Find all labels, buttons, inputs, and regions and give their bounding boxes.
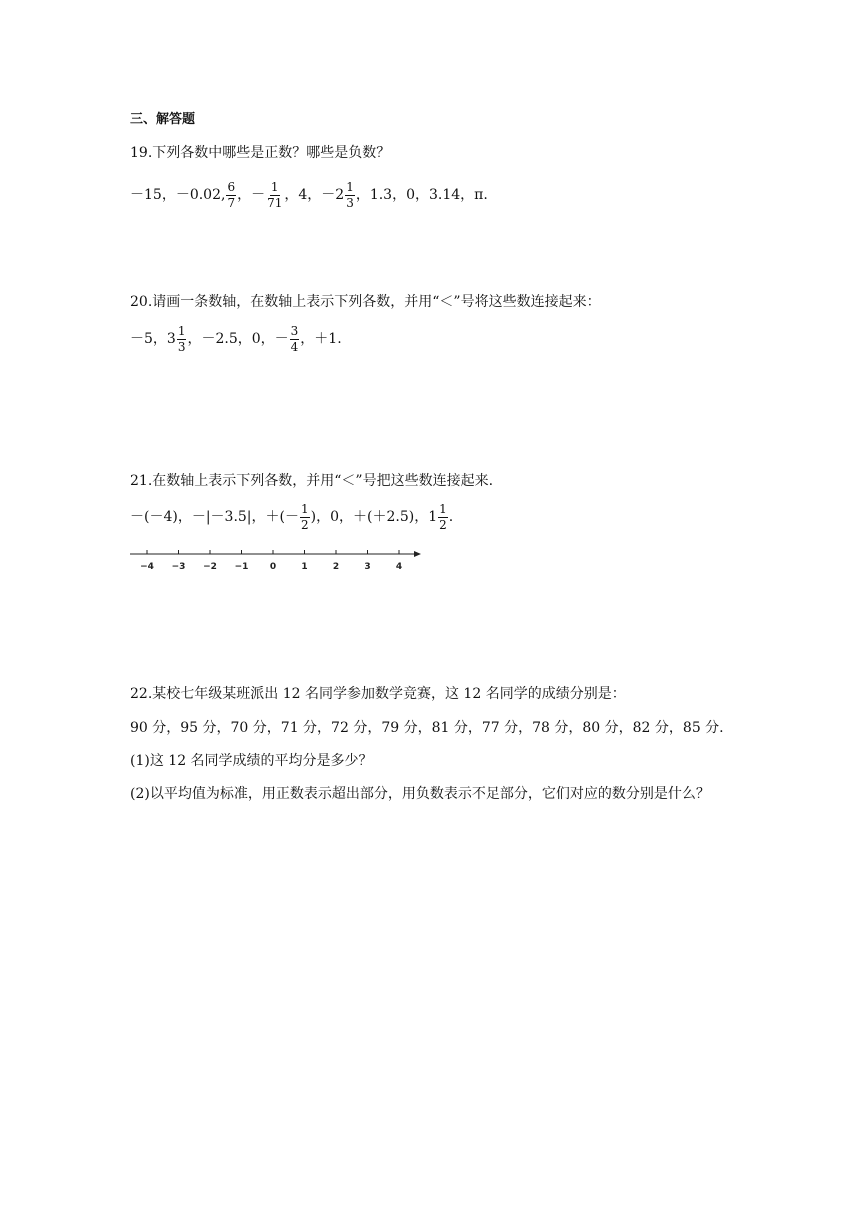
q19-text-3: ，4，－2 [284,187,345,203]
q20-text-1: －5，3 [130,331,176,347]
q20-numbers [130,316,342,362]
section-title: 三、解答题 [130,112,196,127]
number-line-tick-label: −1 [234,562,249,572]
q21-numbers [130,494,453,540]
q20-stem: 20.请画一条数轴，在数轴上表示下列各数，并用“＜”号将这些数连接起来： [130,294,601,310]
q20-fraction-2 [290,324,300,355]
q19-fraction-3-den: 3 [346,195,354,210]
number-line-tick-label: 2 [332,562,340,572]
q21-fraction-2 [438,502,448,533]
q21-fraction-1 [300,502,310,533]
q19-fraction-1-num: 6 [227,179,236,194]
q21-text-1: －(－4)，－|－3.5|，＋(－ [130,509,299,525]
q19-fraction-3-num: 1 [346,179,354,194]
number-line-tick-label: 4 [395,562,403,572]
number-line-tick-label: 0 [269,562,277,572]
number-line-arrow-icon [414,551,421,557]
number-line [130,547,430,575]
q22-scores: 90 分，95 分，70 分，71 分，72 分，79 分，81 分，77 分，78 分，80 分，82 分，85 分. [130,720,724,736]
q20-fraction-2-num: 3 [290,323,299,338]
q19-text-4: ，1.3，0，3.14，π. [355,187,488,203]
q19-fraction-2 [266,180,283,211]
q22-subquestion-2: (2)以平均值为标准，用正数表示超出部分，用负数表示不足部分，它们对应的数分别是什么？ [130,786,710,802]
q19-stem: 19.下列各数中哪些是正数？哪些是负数？ [130,145,391,161]
number-line-tick-label: 1 [301,562,308,572]
q21-text-3: . [448,509,454,525]
q20-text-3: ，＋1. [300,331,342,347]
q20-fraction-1-den: 3 [177,339,186,354]
q19-fraction-1-den: 7 [227,195,236,210]
q21-text-2: )，0，＋(＋2.5)，1 [310,509,438,525]
q20-fraction-2-den: 4 [290,339,299,354]
q21-fraction-2-num: 1 [439,501,447,516]
q22-subquestion-1: (1)这 12 名同学成绩的平均分是多少？ [130,753,373,769]
number-line-tick-label: −4 [140,562,154,572]
q19-fraction-1 [226,180,236,211]
q21-fraction-1-num: 1 [301,501,309,516]
q21-fraction-2-den: 2 [439,517,447,532]
q19-fraction-2-den: 71 [267,195,283,210]
q20-text-2: ，－2.5，0，－ [187,331,289,347]
number-line-tick-label: −2 [203,562,217,572]
q20-fraction-1-num: 1 [177,323,186,338]
q19-fraction-3 [345,180,355,211]
q20-fraction-1 [177,324,187,355]
number-line-tick-label: 3 [364,562,371,572]
q19-text-1: －15，－0.02, [130,187,226,203]
q21-fraction-1-den: 2 [301,517,309,532]
q19-text-2: ，－ [237,187,266,203]
q19-numbers [130,172,488,218]
q21-stem: 21.在数轴上表示下列各数，并用“＜”号把这些数连接起来. [130,473,494,489]
q19-fraction-2-num: 1 [270,179,279,194]
q22-stem: 22.某校七年级某班派出 12 名同学参加数学竞赛，这 12 名同学的成绩分别是： [130,686,626,702]
number-line-tick-label: −3 [171,562,186,572]
